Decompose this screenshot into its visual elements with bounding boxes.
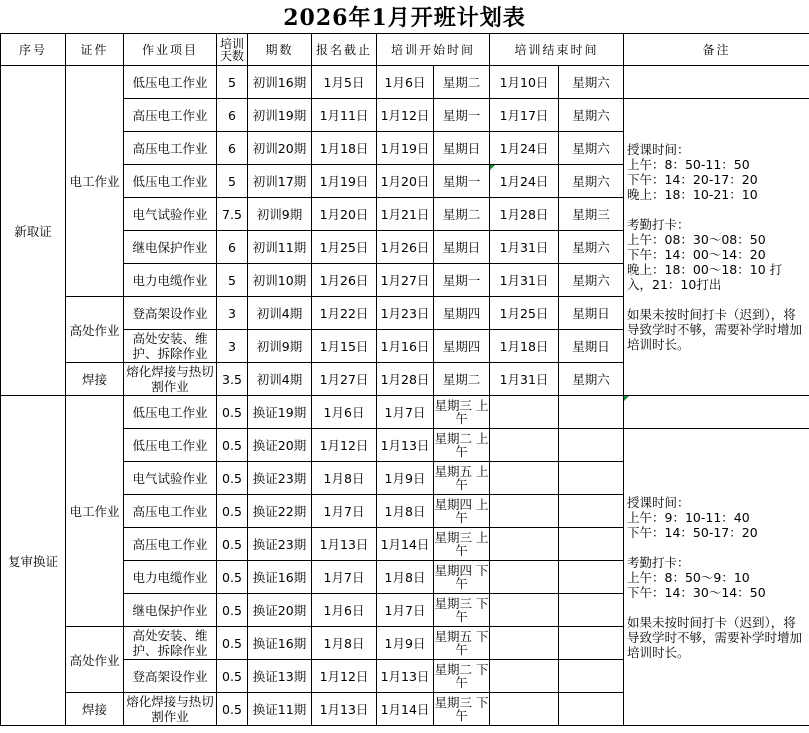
cell-start-date: 1月23日 xyxy=(377,297,434,330)
cell-days: 0.5 xyxy=(217,693,248,726)
cell-start-day: 星期日 xyxy=(434,132,490,165)
cell-period: 初训16期 xyxy=(248,66,312,99)
cell-end-blank xyxy=(490,660,559,693)
cell-remarks-blank xyxy=(624,66,809,99)
cell-end-day: 星期六 xyxy=(559,66,624,99)
cell-end-day: 星期六 xyxy=(559,231,624,264)
cell-days: 3 xyxy=(217,297,248,330)
cell-project: 登高架设作业 xyxy=(124,660,217,693)
cell-period: 初训9期 xyxy=(248,330,312,363)
remarks-renew: 授课时间： 上午：9：10-11：40 下午：14：50-17：20 考勤打卡： 上午：8：50～9：10 下午：14：30～14：50 如果未按时间打卡（迟到），将导致学时不够，需要补学时增加培训时长。 xyxy=(624,429,809,726)
cell-end-blank xyxy=(559,693,624,726)
cell-period: 换证20期 xyxy=(248,429,312,462)
cell-end-date: 1月28日 xyxy=(490,198,559,231)
cell-start-date: 1月6日 xyxy=(377,66,434,99)
cell-period: 初训17期 xyxy=(248,165,312,198)
cell-end-blank xyxy=(559,561,624,594)
header-period: 期数 xyxy=(248,34,312,66)
cell-period: 初训4期 xyxy=(248,297,312,330)
cell-days: 0.5 xyxy=(217,462,248,495)
cell-end-day: 星期日 xyxy=(559,297,624,330)
cell-project: 继电保护作业 xyxy=(124,231,217,264)
cell-end-date: 1月31日 xyxy=(490,231,559,264)
cell-deadline: 1月7日 xyxy=(312,495,377,528)
cell-start-day: 星期四 下午 xyxy=(434,561,490,594)
cell-deadline: 1月12日 xyxy=(312,429,377,462)
cell-start-date: 1月8日 xyxy=(377,495,434,528)
cell-project: 登高架设作业 xyxy=(124,297,217,330)
cell-project: 高压电工作业 xyxy=(124,495,217,528)
cell-start-day: 星期四 上午 xyxy=(434,495,490,528)
cell-end-blank xyxy=(559,396,624,429)
cert-height: 高处作业 xyxy=(66,627,124,693)
cell-end-blank xyxy=(490,495,559,528)
cell-start-date: 1月9日 xyxy=(377,462,434,495)
cell-start-date: 1月26日 xyxy=(377,231,434,264)
cell-deadline: 1月20日 xyxy=(312,198,377,231)
cell-end-blank xyxy=(490,594,559,627)
cert-height: 高处作业 xyxy=(66,297,124,363)
cell-period: 换证16期 xyxy=(248,627,312,660)
cell-deadline: 1月8日 xyxy=(312,627,377,660)
cell-project: 低压电工作业 xyxy=(124,66,217,99)
cell-project: 熔化焊接与热切割作业 xyxy=(124,363,217,396)
cell-days: 7.5 xyxy=(217,198,248,231)
cell-project: 电气试验作业 xyxy=(124,198,217,231)
cell-start-day: 星期三 下午 xyxy=(434,594,490,627)
cell-days: 0.5 xyxy=(217,660,248,693)
cell-period: 换证11期 xyxy=(248,693,312,726)
cell-deadline: 1月22日 xyxy=(312,297,377,330)
cell-start-day: 星期四 xyxy=(434,330,490,363)
cell-start-day: 星期二 下午 xyxy=(434,660,490,693)
cell-project: 低压电工作业 xyxy=(124,396,217,429)
cell-end-blank xyxy=(559,660,624,693)
cell-start-day: 星期二 上午 xyxy=(434,429,490,462)
cell-start-date: 1月7日 xyxy=(377,594,434,627)
header-seq: 序号 xyxy=(1,34,66,66)
cell-end-day: 星期六 xyxy=(559,165,624,198)
cell-start-date: 1月19日 xyxy=(377,132,434,165)
cell-start-day: 星期一 xyxy=(434,264,490,297)
cell-end-day: 星期六 xyxy=(559,363,624,396)
group-new: 新取证 xyxy=(1,66,66,396)
cell-days: 5 xyxy=(217,264,248,297)
cell-period: 换证20期 xyxy=(248,594,312,627)
header-deadline: 报名截止 xyxy=(312,34,377,66)
cell-days: 6 xyxy=(217,231,248,264)
header-days-text: 培训 天数 xyxy=(219,36,244,63)
header-days xyxy=(217,34,248,66)
table-row xyxy=(1,66,809,99)
header-remarks: 备注 xyxy=(624,34,809,66)
cell-period: 初训19期 xyxy=(248,99,312,132)
cell-start-date: 1月27日 xyxy=(377,264,434,297)
group-renew: 复审换证 xyxy=(1,396,66,726)
cell-start-date: 1月12日 xyxy=(377,99,434,132)
cell-end-date: 1月24日 xyxy=(490,132,559,165)
cell-days: 0.5 xyxy=(217,594,248,627)
cell-days: 3.5 xyxy=(217,363,248,396)
cert-electrical: 电工作业 xyxy=(66,396,124,627)
cell-deadline: 1月13日 xyxy=(312,528,377,561)
cell-deadline: 1月19日 xyxy=(312,165,377,198)
cell-project: 低压电工作业 xyxy=(124,429,217,462)
cell-project: 高压电工作业 xyxy=(124,528,217,561)
cell-deadline: 1月5日 xyxy=(312,66,377,99)
cell-deadline: 1月6日 xyxy=(312,396,377,429)
cell-end-blank xyxy=(559,462,624,495)
cell-end-blank xyxy=(559,594,624,627)
remarks-new: 授课时间： 上午：8：50-11：50 下午：14：20-17：20 晚上：18：10-21：10 考勤打卡： 上午：08：30～08：50 下午：14：00～14：20 晚上：18：00～18：10 打入，21：10打出 如果未按时间打卡（迟到），将导致学时不够，需要补学时增加培训时长。 xyxy=(624,99,809,396)
header-cert: 证件 xyxy=(66,34,124,66)
cell-start-day: 星期二 xyxy=(434,363,490,396)
cell-start-day: 星期日 xyxy=(434,231,490,264)
cell-project: 电力电缆作业 xyxy=(124,264,217,297)
cell-start-day: 星期一 xyxy=(434,99,490,132)
cell-deadline: 1月7日 xyxy=(312,561,377,594)
cell-start-day: 星期三 下午 xyxy=(434,693,490,726)
cell-period: 初训20期 xyxy=(248,132,312,165)
cell-project: 高压电工作业 xyxy=(124,132,217,165)
cell-start-day: 星期五 上午 xyxy=(434,462,490,495)
cell-deadline: 1月25日 xyxy=(312,231,377,264)
cert-electrical: 电工作业 xyxy=(66,66,124,297)
cell-days: 3 xyxy=(217,330,248,363)
cell-start-day: 星期三 上午 xyxy=(434,528,490,561)
cell-start-date: 1月13日 xyxy=(377,429,434,462)
cell-end-blank xyxy=(490,429,559,462)
cell-days: 0.5 xyxy=(217,528,248,561)
cell-period: 初训11期 xyxy=(248,231,312,264)
cell-start-date: 1月14日 xyxy=(377,693,434,726)
cell-end-blank xyxy=(490,462,559,495)
cell-end-day: 星期六 xyxy=(559,132,624,165)
cell-end-date: 1月31日 xyxy=(490,363,559,396)
cell-end-day: 星期六 xyxy=(559,264,624,297)
schedule-table xyxy=(0,33,809,726)
cell-project: 高处安装、维护、拆除作业 xyxy=(124,330,217,363)
cell-project: 电气试验作业 xyxy=(124,462,217,495)
cell-start-date: 1月28日 xyxy=(377,363,434,396)
cell-end-date: 1月25日 xyxy=(490,297,559,330)
cell-days: 6 xyxy=(217,99,248,132)
cell-days: 6 xyxy=(217,132,248,165)
cell-end-day: 星期三 xyxy=(559,198,624,231)
cell-start-date: 1月14日 xyxy=(377,528,434,561)
cell-period: 换证23期 xyxy=(248,462,312,495)
cell-days: 0.5 xyxy=(217,627,248,660)
cell-period: 换证23期 xyxy=(248,528,312,561)
cell-end-date: 1月31日 xyxy=(490,264,559,297)
cell-period: 初训10期 xyxy=(248,264,312,297)
cell-start-day: 星期三 上午 xyxy=(434,396,490,429)
cell-project: 继电保护作业 xyxy=(124,594,217,627)
cell-period: 换证22期 xyxy=(248,495,312,528)
cell-start-date: 1月13日 xyxy=(377,660,434,693)
cell-deadline: 1月26日 xyxy=(312,264,377,297)
cell-project: 高处安装、维护、拆除作业 xyxy=(124,627,217,660)
cell-start-date: 1月9日 xyxy=(377,627,434,660)
cell-deadline: 1月15日 xyxy=(312,330,377,363)
cell-start-day: 星期四 xyxy=(434,297,490,330)
cell-end-blank xyxy=(490,627,559,660)
cell-deadline: 1月12日 xyxy=(312,660,377,693)
cell-deadline: 1月18日 xyxy=(312,132,377,165)
cell-days: 0.5 xyxy=(217,561,248,594)
cell-project: 熔化焊接与热切割作业 xyxy=(124,693,217,726)
cell-start-day: 星期一 xyxy=(434,165,490,198)
cell-end-blank xyxy=(490,396,559,429)
cell-end-blank xyxy=(490,561,559,594)
cell-end-blank xyxy=(559,627,624,660)
cell-start-day: 星期五 下午 xyxy=(434,627,490,660)
cell-end-day: 星期六 xyxy=(559,99,624,132)
cell-period: 初训4期 xyxy=(248,363,312,396)
table-row xyxy=(1,396,809,429)
cell-end-date: 1月17日 xyxy=(490,99,559,132)
cell-end-date: 1月18日 xyxy=(490,330,559,363)
cert-welding: 焊接 xyxy=(66,693,124,726)
cell-start-date: 1月8日 xyxy=(377,561,434,594)
cell-period: 换证19期 xyxy=(248,396,312,429)
cell-end-date: 1月10日 xyxy=(490,66,559,99)
cell-end-blank xyxy=(559,528,624,561)
cell-period: 换证13期 xyxy=(248,660,312,693)
cell-end-day: 星期日 xyxy=(559,330,624,363)
cell-deadline: 1月27日 xyxy=(312,363,377,396)
header-row xyxy=(1,34,809,66)
cell-start-day: 星期二 xyxy=(434,198,490,231)
cell-start-date: 1月21日 xyxy=(377,198,434,231)
page-title: 2026年1月开班计划表 xyxy=(283,5,526,31)
cell-end-blank xyxy=(559,495,624,528)
cell-deadline: 1月11日 xyxy=(312,99,377,132)
cell-end-blank xyxy=(559,429,624,462)
cell-remarks-blank xyxy=(624,396,809,429)
header-start: 培训开始时间 xyxy=(377,34,490,66)
cell-project: 电力电缆作业 xyxy=(124,561,217,594)
cell-deadline: 1月6日 xyxy=(312,594,377,627)
cert-welding: 焊接 xyxy=(66,363,124,396)
cell-start-date: 1月7日 xyxy=(377,396,434,429)
cell-days: 0.5 xyxy=(217,429,248,462)
cell-start-date: 1月20日 xyxy=(377,165,434,198)
cell-end-date: 1月24日 xyxy=(490,165,559,198)
cell-days: 0.5 xyxy=(217,396,248,429)
header-end: 培训结束时间 xyxy=(490,34,624,66)
cell-end-blank xyxy=(490,693,559,726)
cell-project: 高压电工作业 xyxy=(124,99,217,132)
cell-period: 初训9期 xyxy=(248,198,312,231)
cell-deadline: 1月13日 xyxy=(312,693,377,726)
cell-days: 0.5 xyxy=(217,495,248,528)
cell-project: 低压电工作业 xyxy=(124,165,217,198)
header-project: 作业项目 xyxy=(124,34,217,66)
cell-deadline: 1月8日 xyxy=(312,462,377,495)
cell-start-day: 星期二 xyxy=(434,66,490,99)
cell-days: 5 xyxy=(217,66,248,99)
cell-period: 换证16期 xyxy=(248,561,312,594)
cell-days: 5 xyxy=(217,165,248,198)
cell-start-date: 1月16日 xyxy=(377,330,434,363)
cell-end-blank xyxy=(490,528,559,561)
